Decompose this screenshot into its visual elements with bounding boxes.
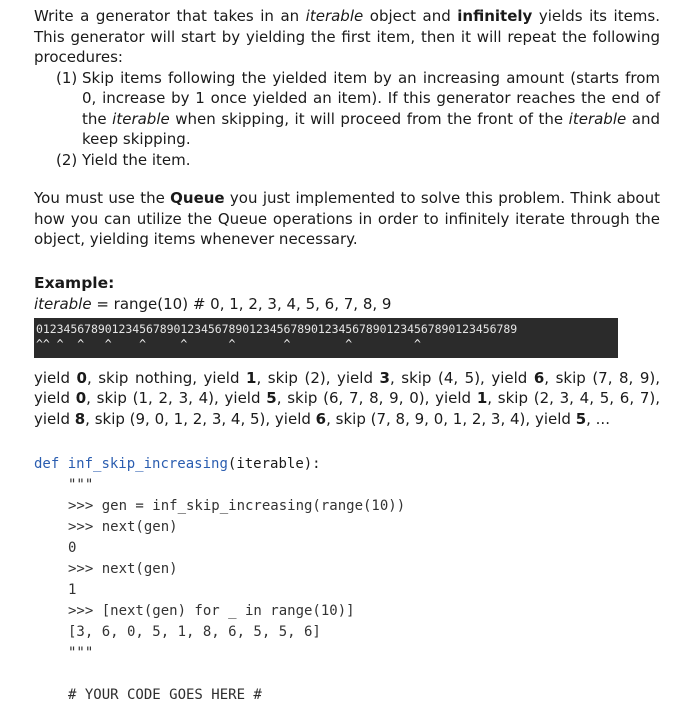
iterable-definition: iterable = range(10) # 0, 1, 2, 3, 4, 5, 6, 7, 8, 9 <box>34 294 392 313</box>
docstring-open: """ <box>68 477 94 493</box>
code-def-line: def inf_skip_increasing(iterable): <box>34 456 321 472</box>
yield-text-segment: , ... <box>586 409 610 428</box>
doctest-output: 0 <box>68 540 77 556</box>
caret-row: ^^ ^ ^ ^ ^ ^ ^ ^ ^ ^ <box>36 336 421 351</box>
yielded-value: 3 <box>379 368 390 387</box>
doctest-line: >>> gen = inf_skip_increasing(range(10)) <box>68 498 406 514</box>
yield-text-segment: yield <box>34 368 77 387</box>
yield-text-segment: , skip (9, 0, 1, 2, 3, 4, 5), yield <box>85 409 316 428</box>
yield-text-segment: , skip (2, 3, 4, 5, 6, 7), yield <box>34 389 661 428</box>
yield-sequence-text <box>34 368 660 430</box>
procedure-list <box>34 68 660 171</box>
yielded-value: 8 <box>74 409 86 428</box>
doctest-line: >>> next(gen) <box>68 561 178 577</box>
skip-visualization-box <box>34 318 618 358</box>
yielded-value: 5 <box>266 389 277 407</box>
yield-text-segment: , skip (6, 7, 8, 9, 0), yield <box>276 389 477 407</box>
problem-document <box>34 6 660 706</box>
queue-paragraph: You must use the Queue you just implemented to solve this problem. Think about how you can utilize the Queue operations in order to infinitely iterate through the object, yielding items whenever necessary. <box>34 189 660 248</box>
yielded-value: 0 <box>75 389 87 407</box>
yield-text-segment: , skip (1, 2, 3, 4), yield <box>86 389 267 407</box>
yielded-value: 0 <box>76 368 87 387</box>
yield-text-segment: , skip nothing, yield <box>86 368 247 387</box>
doctest-output: 1 <box>68 582 77 598</box>
doctest-line: >>> next(gen) <box>68 519 178 535</box>
yielded-value: 1 <box>246 368 257 387</box>
code-placeholder-comment: # YOUR CODE GOES HERE # <box>68 687 262 703</box>
yielded-value: 6 <box>533 368 545 387</box>
digits-row: 0123456789012345678901234567890123456789012345678901234567890123456789 <box>36 321 518 336</box>
doctest-line: >>> [next(gen) for _ in range(10)] <box>68 603 355 619</box>
yield-text-segment: , skip (7, 8, 9), yield <box>34 368 661 407</box>
procedure-step-2: (2) Yield the item. <box>56 150 191 169</box>
doctest-output: [3, 6, 0, 5, 1, 8, 6, 5, 5, 6] <box>68 624 321 640</box>
procedure-step-1: (1) Skip items following the yielded item by an increasing amount (starts from 0, increase by 1 once yielded an item). If this generator reaches the end of the iterable when skipping, it will proceed from the front of the iterable and keep skipping. <box>56 68 660 148</box>
example-heading: Example: <box>34 273 115 292</box>
intro-paragraph: Write a generator that takes in an iterable object and infinitely yields its items. This generator will start by yielding the first item, then it will repeat the following procedures: <box>34 7 660 66</box>
yield-text-segment: , skip (2), yield <box>256 368 380 387</box>
yield-text-segment: , skip (7, 8, 9, 0, 1, 2, 3, 4), yield <box>326 409 576 428</box>
yield-text-segment: , skip (4, 5), yield <box>389 368 534 387</box>
code-block <box>34 454 660 706</box>
docstring-close: """ <box>68 645 94 661</box>
yielded-value: 1 <box>476 389 488 407</box>
yielded-value: 6 <box>315 409 327 428</box>
yielded-value: 5 <box>575 409 587 428</box>
